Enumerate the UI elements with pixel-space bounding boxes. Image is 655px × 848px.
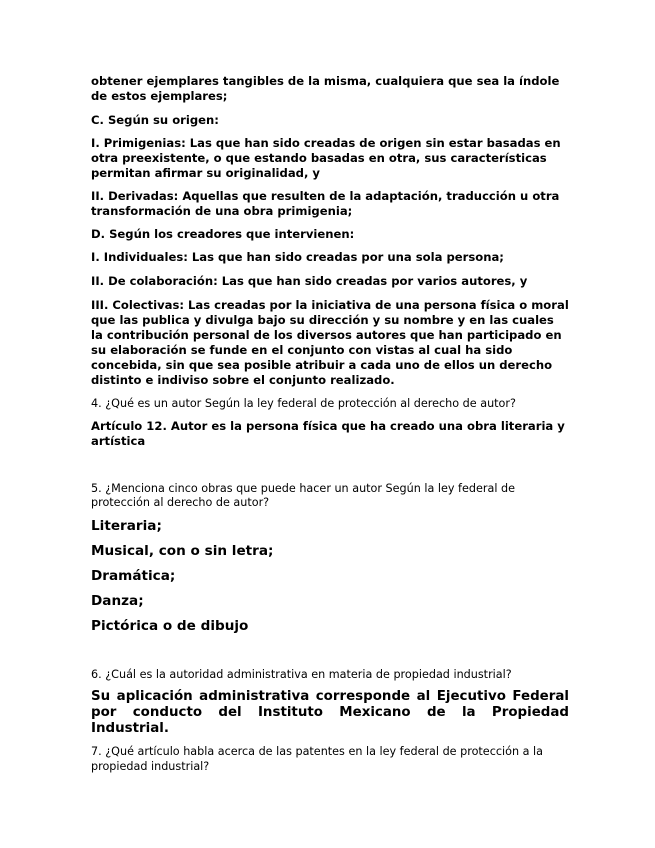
answer-6: Su aplicación administrativa corresponde al Ejecutivo Federal por conducto del Instituto Mexicano de la Propiedad Industrial.: [91, 689, 569, 736]
answer-5-item: Danza;: [91, 592, 144, 609]
paragraph-ejemplares: obtener ejemplares tangibles de la misma, cualquiera que sea la índole de estos ejemplares;: [91, 74, 560, 103]
paragraph-primigenias: I. Primigenias: Las que han sido creadas de origen sin estar basadas en otra preexistente, o que estando basadas en otra, sus características permitan afirmar su originalidad, y: [91, 136, 561, 180]
heading-segun-origen: C. Según su origen:: [91, 113, 219, 127]
question-5: 5. ¿Menciona cinco obras que puede hacer un autor Según la ley federal de protección al derecho de autor?: [91, 481, 515, 509]
question-6: 6. ¿Cuál es la autoridad administrativa en materia de propiedad industrial?: [91, 667, 512, 681]
paragraph-derivadas: II. Derivadas: Aquellas que resulten de la adaptación, traducción u otra transformación de una obra primigenia;: [91, 189, 560, 218]
answer-5-item: Dramática;: [91, 567, 176, 584]
heading-segun-creadores: D. Según los creadores que intervienen:: [91, 227, 355, 241]
paragraph-colectivas: III. Colectivas: Las creadas por la iniciativa de una persona física o moral que las publica y divulga bajo su dirección y su nombre y en las cuales la contribución personal de los diversos autores que han participado en su elaboración se funde en el conjunto con vistas al cual ha sido concebida, sin que sea posible atribuir a cada uno de ellos un derecho distinto e indiviso sobre el conjunto realizado.: [91, 298, 569, 387]
document-body: [91, 74, 569, 774]
paragraph-individuales: I. Individuales: Las que han sido creadas por una sola persona;: [91, 250, 504, 264]
answer-5-item: Musical, con o sin letra;: [91, 542, 274, 559]
question-4: 4. ¿Qué es un autor Según la ley federal de protección al derecho de autor?: [91, 397, 516, 410]
answer-5-item: Pictórica o de dibujo: [91, 617, 249, 634]
answer-4: Artículo 12. Autor es la persona física que ha creado una obra literaria y artística: [91, 418, 565, 448]
paragraph-colaboracion: II. De colaboración: Las que han sido creadas por varios autores, y: [91, 274, 528, 288]
answer-5-item: Literaria;: [91, 517, 162, 534]
question-7: 7. ¿Qué artículo habla acerca de las patentes en la ley federal de protección a la propiedad industrial?: [91, 745, 543, 773]
